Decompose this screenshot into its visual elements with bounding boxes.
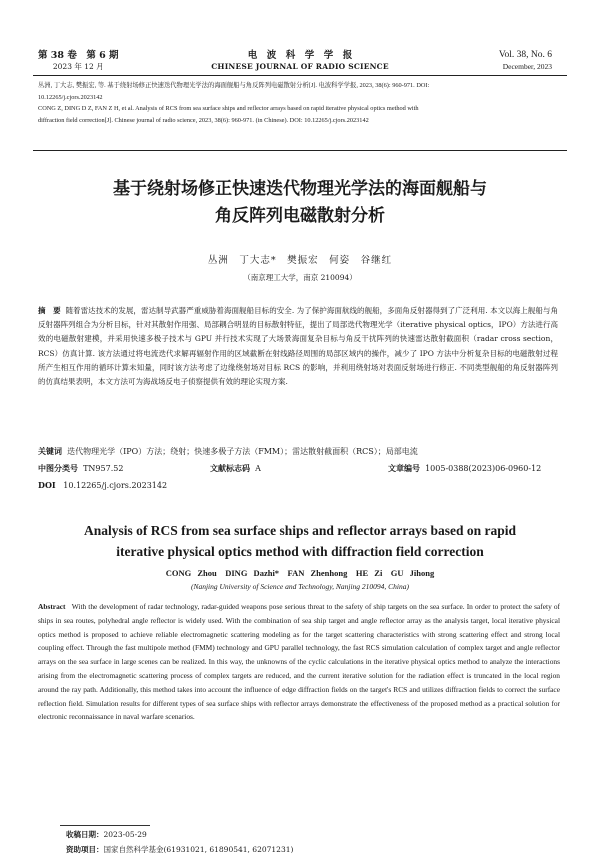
cn-keywords: [38, 444, 558, 459]
doc-code-value: A: [255, 464, 261, 473]
cn-authors: 丛洲 丁大志* 樊振宏 何姿 谷继红: [207, 255, 393, 266]
cn-title-line2: 角反阵列电磁散射分析: [215, 206, 385, 226]
keywords-text: 迭代物理光学（IPO）方法；绕射；快速多极子方法（FMM）；雷达散射截面积（RCS）；局部电流: [67, 447, 418, 456]
en-affiliation: (Nanjing University of Science and Technology, Nanjing 210094, China): [190, 582, 410, 591]
footnote-rule: [60, 825, 150, 826]
volume-cn: 第 38 卷 第 6 期: [38, 50, 119, 61]
header-volume-en: [499, 50, 552, 72]
date-cn: 2023 年 12 月: [52, 62, 104, 71]
clc-label: 中图分类号: [38, 463, 78, 473]
fund-label: 资助项目：: [66, 845, 104, 854]
cn-title-line1: 基于绕射场修正快速迭代物理光学法的海面舰船与: [113, 179, 487, 199]
volume-en: Vol. 38, No. 6: [498, 50, 552, 60]
header-journal: [160, 50, 440, 72]
journal-cn: 电 波 科 学 学 报: [247, 50, 353, 61]
en-abstract: [38, 600, 560, 724]
citation-block: [38, 80, 558, 126]
en-abstract-label: Abstract: [38, 602, 66, 611]
en-title-line1: Analysis of RCS from sea surface ships and reflector arrays based on rapid: [83, 523, 516, 538]
doc-code-label: 文献标志码: [210, 463, 250, 473]
article-no-label: 文章编号: [388, 463, 420, 473]
cn-abstract-text: 随着雷达技术的发展，雷达制导武器严重威胁着海面舰船目标的安全. 为了保护海面航线的舰船，多面角反射器得到了广泛利用. 本文以海上舰船与角反射器阵列组合为分析目标，针对其散射作用强、局部耦合明显的目标散射特征，提出了局部迭代物理光学（iterative physical optics，IPO）方法进行高效的电磁散射建模，并采用快速多极子技术与 GPU 并行技术实现了大场景海面复杂目标与角反干扰阵列的快速雷达散射截面积（radar cross section，RCS）仿真计算. 该方法通过将电流迭代求解再辐射作用的区域截断在射线路径周围的局部区域内的操作，减少了 IPO 方法中分析复杂目标的电磁散射过程所产生相互作用的循环计算未知量，同时该方法考虑了边缘绕射场对目标 RCS 的影响，并利用绕射场对表面反射场进行修正. 不同类型舰船的角反射器阵列的仿真结果表明，本文方法可为海战场反电子侦察提供有效的理论实现方案.: [38, 306, 558, 387]
citation-en-line2: diffraction field correction[J]. Chinese journal of radio science, 2023, 38(6): 960-971. (in Chinese). DOI: 10.12265/j.cjors.2023142: [38, 116, 369, 124]
cn-affiliation: （南京理工大学，南京 210094）: [243, 273, 357, 282]
header-rule: [33, 75, 567, 76]
en-title-line2: iterative physical optics method with diffraction field correction: [116, 544, 484, 559]
keywords-label: 关键词: [38, 446, 62, 456]
header-volume-cn: [38, 50, 119, 72]
doi-value: 10.12265/j.cjors.2023142: [63, 481, 168, 490]
citation-rule: [33, 150, 567, 151]
received-value: 2023-05-29: [103, 830, 147, 839]
fund-value: 国家自然科学基金(61931021, 61890541, 62071231): [103, 845, 294, 854]
received-label: 收稿日期：: [66, 830, 104, 839]
footnote-fund: [66, 843, 293, 857]
clc-value: TN957.52: [83, 464, 124, 473]
cn-doc-code: [210, 461, 330, 476]
citation-en-line1: CONG Z, DING D Z, FAN Z H, et al. Analysis of RCS from sea surface ships and reflector arrays based on rapid iterative physical optics method with: [38, 105, 419, 112]
cn-title: [30, 176, 570, 230]
doi-label: DOI: [38, 480, 56, 490]
cn-doi: [38, 478, 558, 493]
citation-cn-line1: 丛洲, 丁大志, 樊振宏, 等. 基于绕射场修正快速迭代物理光学法的海面舰船与角反阵列电磁散射分析[J]. 电波科学学报, 2023, 38(6): 960-971. DOI:: [38, 82, 430, 89]
en-abstract-text: With the development of radar technology, radar-guided weapons pose serious threat to the safety of ship targets on the sea surface. In order to protect the safety of ships in sea routes, polyhedral angle reflector is widely used. With the combination of sea ship target and angle reflector array as the analysis target, local iterative physical optics method is proposed to achieve reliable electromagnetic scattering modeling as for the target scattering characteristics with strong scattering effect and strong local coupling effect. Through the fast multipole method (FMM) technology and GPU parallel technology, the fast RCS simulation calculation of complex target and angle reflector arrays on the sea surface in large scenes can be realized. In this way, the unknowns of the cyclic calculations in the iterative physical optics method to analyze the interactions arising from the electromagnetic scattering process of complex targets are reduced, and the current iterative solution for the radiation effect is truncated in the local region around the ray path. Additionally, this method takes into account the influence of edge diffraction fields on the target's RCS and utilizes diffraction fields to correct the surface reflection field. Simulation results for different types of sea surface ships with reflector arrays demonstrate the effectiveness of the proposed method as a practical solution for electronic reconnaissance in naval warfare scenarios.: [38, 602, 560, 722]
cn-abstract: [38, 304, 558, 389]
footnote-received: [66, 828, 147, 842]
cn-article-no: [388, 461, 568, 476]
citation-cn-line2: 10.12265/j.cjors.2023142: [38, 93, 103, 101]
en-title: [30, 520, 570, 562]
article-no-value: 1005-0388(2023)06-0960-12: [425, 464, 542, 473]
cn-abstract-label: 摘 要: [38, 306, 61, 315]
journal-en: CHINESE JOURNAL OF RADIO SCIENCE: [211, 62, 389, 71]
en-authors: CONG Zhou DING Dazhi* FAN Zhenhong HE Zi GU Jihong: [165, 568, 435, 578]
date-en: December, 2023: [502, 62, 552, 71]
